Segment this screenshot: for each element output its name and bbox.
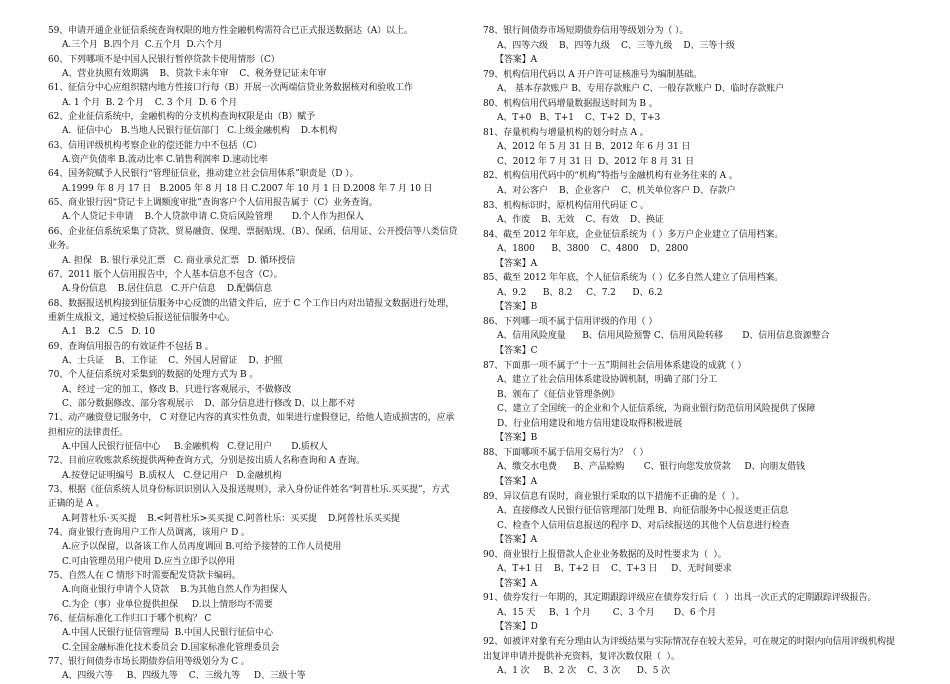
option-line: D、行业信用建设和地方信用建设取得积极进展 (497, 418, 683, 429)
option-line: C、部分数据修改、部分客观展示 D、部分信息进行修改 D、以上都不对 (62, 398, 355, 409)
option-line: A、经过一定的加工、修改 B、只进行客观展示，不做修改 (62, 384, 292, 395)
option-line: A、营业执照有效期满 B、贷款卡未年审 C、税务登记证未年审 (62, 69, 327, 80)
answer-line: 【答案】D (495, 622, 538, 633)
question-line: 65、商业银行因“贷记卡上调额度审批”查询客户个人信用报告属于（C）业务查询。 (48, 198, 378, 209)
question-line: 88、下面哪项不属于信用交易行为？（ ） (483, 447, 649, 458)
option-line: A、建立了社会信用体系建设协调机制，明确了部门分工 (497, 375, 718, 386)
option-line: A、T+1 日 B、T+2 日 C、T+3 日 D、无时间要求 (497, 564, 732, 575)
question-line: 86、下列哪一项不属于信用评级的作用（ ） (483, 316, 658, 327)
question-line: 92、如被评对象有充分理由认为评级结果与实际情况存在较大差异，可在规定的时限内向信用评级机构提出复评申请并提供补充资料，复评次数仅限（ ）。 (483, 636, 895, 662)
question-line: 89、异议信息有误时，商业银行采取的以下措施不正确的是（ ）。 (483, 491, 745, 502)
question-line: 67、2011 版个人信用报告中，个人基本信息不包含（C）。 (48, 269, 283, 280)
option-line: A.资产负债率 B.流动比率 C.销售利润率 D.速动比率 (62, 155, 268, 166)
option-line: A.个人贷记卡申请 B.个人贷款申请 C.贷后风险管理 D.个人作为担保人 (62, 212, 364, 223)
question-line: 77、银行间债券市场长期债券信用等级划分为 C 。 (48, 657, 250, 668)
question-line: 82、机构信用代码中的“机构”特指与金融机构有业务往来的 A 。 (483, 171, 738, 182)
option-line: A、四等六级 B、四等九级 C、三等九级 D、三等十级 (497, 40, 735, 51)
question-line: 60、下列哪项不是中国人民银行暂停贷款卡使用情形（C） (48, 54, 280, 65)
option-line: A、信用风险度量 B、信用风险预警 C、信用风险转移 D、信用信息资源整合 (497, 331, 830, 342)
option-line: A、 基本存款账户 B、专用存款账户 C、一般存款账户 D、临时存款账户 (497, 84, 785, 95)
answer-line: 【答案】A (495, 55, 537, 66)
option-line: A、士兵证 B、工作证 C、外国人居留证 D、护照 (62, 355, 283, 366)
right-question-column (483, 24, 903, 679)
answer-line: 【答案】A (495, 258, 537, 269)
option-line: A. 征信中心 B.当地人民银行征信部门 C.上级金融机构 D.本机构 (62, 126, 338, 137)
question-line: 85、截至 2012 年年底，个人征信系统为（ ）亿多自然人建立了信用档案。 (483, 273, 784, 284)
question-line: 74、商业银行查询用户工作人员调离，该用户 D 。 (48, 528, 250, 539)
option-line: A、1800 B、3800 C、4800 D、2800 (497, 244, 689, 255)
option-line: C、2012 年 7 月 31 日 D、2012 年 8 月 31 日 (497, 156, 694, 167)
option-line: A、15 天 B、1 个月 C、3 个月 D、6 个月 (497, 607, 717, 618)
answer-line: 【答案】B (495, 433, 538, 444)
question-line: 91、债券发行一年期的，其定期跟踪评级应在债券发行后（ ）出具一次正式的定期跟踪评级报告。 (483, 593, 877, 604)
option-line: A、缴交水电费 B、产品赊购 C、银行向您发放贷款 D、向朋友借钱 (497, 462, 805, 473)
question-line: 71、动产融资登记服务中， C 对登记内容的真实性负责，如果进行虚假登记，给他人造成损害的，应承担相应的法律责任。 (48, 413, 455, 438)
option-line: A、作废 B、无效 C、有效 D、换证 (497, 215, 664, 226)
answer-line: 【答案】A (495, 535, 537, 546)
question-line: 64、国务院赋予人民银行“管理征信业，推动建立社会信用体系”职责是（D ）。 (48, 169, 359, 180)
question-line: 69、查询信用报告的有效证件不包括 B 。 (48, 341, 214, 352)
option-line: A.向商业银行申请个人贷款 B.为其他自然人作为担保人 (62, 585, 288, 596)
option-line: C、建立了全国统一的企业和个人征信系统，为商业银行防范信用风险提供了保障 (497, 404, 816, 415)
question-line: 62、企业征信系统中，金融机构的分支机构查询权限是由（B）赋予 (48, 112, 315, 123)
question-line: 70、个人征信系统对采集到的数据的处理方式为 B 。 (48, 370, 259, 381)
question-line: 79、机构信用代码以 A 开户许可证核准号为编制基础。 (483, 69, 702, 80)
option-line: C.可由管理员用户使用 D.应当立即予以停用 (62, 556, 235, 567)
option-line: A.按登记证明编号 B.质权人 C.登记用户 D.金融机构 (62, 470, 282, 481)
option-line: C.全国金融标准化技术委员会 D.国家标准化管理委员会 (62, 642, 280, 653)
option-line: C.为企（事）业单位提供担保 D.以上情形均不需要 (62, 599, 273, 610)
question-line: 87、下面那一项不属于“十一五”期间社会信用体系建设的成就（ ） (483, 360, 747, 371)
answer-line: 【答案】C (495, 346, 538, 357)
question-line: 84、截至 2012 年年底，企业征信系统为（ ）多万户企业建立了信用档案。 (483, 229, 784, 240)
question-line: 80、机构信用代码增量数据报送时间为 B 。 (483, 98, 658, 109)
option-line: A、四级六等 B、四级九等 C、三级九等 D、三级十等 (62, 671, 306, 682)
answer-line: 【答案】B (495, 302, 538, 313)
option-line: B、颁布了《征信业管理条例》 (497, 389, 620, 400)
question-line: 73、根据《征信系统人员身份标识识别认入及报送规则》，录入身份证件姓名“阿普杜乐.买买提”，方式正确的是 A 。 (48, 485, 450, 510)
option-line: A.身份信息 B.居住信息 C.开户信息 D.配偶信息 (62, 284, 272, 295)
option-line: A. 1 个月 B. 2 个月 C. 3 个月 D. 6 个月 (62, 97, 238, 108)
question-line: 75、自然人在 C 情形下时需要配发贷款卡编码。 (48, 571, 241, 582)
option-line: A.应予以保留，以备该工作人员再度调回 B.可给予接替的工作人员使用 (62, 542, 342, 553)
answer-line: 【答案】A (495, 476, 537, 487)
question-line: 61、征信分中心应组织辖内地方性接口行每（B）开展一次两端信贷业务数据核对和验收工作 (48, 83, 413, 94)
question-line: 76、征信标准化工作归口于哪个机构？ C (48, 614, 212, 625)
option-line: A.中国人民银行征信管理局 B.中国人民银行征信中心 (62, 628, 273, 639)
option-line: A.1 B.2 C.5 D. 10 (62, 327, 155, 338)
option-line: A.中国人民银行征信中心 B.金融机构 C.登记用户 D.质权人 (62, 441, 328, 452)
question-line: 90、商业银行上报借款人企业业务数据的及时性要求为（ ）。 (483, 549, 727, 560)
question-line: 78、银行间债券市场短期债券信用等级划分为（ ）。 (483, 26, 689, 36)
option-line: A、对公客户 B、企业客户 C、机关单位客户 D、存款户 (497, 186, 736, 197)
question-line: 68、数据报送机构接到征信服务中心反馈的出错文件后，应于 C 个工作日内对出错报文数据进行处理，重新生成报文，通过校验后报送征信服务中心。 (48, 298, 455, 323)
option-line: A.1999 年 8 月 17 日 B.2005 年 8 月 18 日 C.2007 年 10 月 1 日 D.2008 年 7 月 10 日 (62, 183, 433, 194)
left-question-column (48, 24, 458, 684)
question-line: 81、存量机构与增量机构的划分时点 A 。 (483, 127, 649, 138)
question-line: 59、申请开通企业征信系统查询权限的地方性金融机构需符合已正式报送数据达（A）以上。 (48, 26, 413, 36)
option-line: A. 担保 B. 银行承兑汇票 C. 商业承兑汇票 D. 循环授信 (62, 255, 296, 266)
question-line: 63、信用评级机构考察企业的偿还能力中不包括（C） (48, 140, 262, 151)
option-line: A、T+0 B、T+1 C、T+2 D、T+3 (497, 113, 661, 124)
question-line: 83、机构标识时，原机构信用代码证 C 。 (483, 200, 649, 211)
option-line: A、直接修改人民银行征信管理部门处理 B、向征信服务中心报送更正信息 (497, 506, 789, 517)
option-line: A、9.2 B、8.2 C、7.2 D、6.2 (497, 287, 663, 298)
option-line: C、检查个人信用信息报送的程序 D、对后续报送的其他个人信息进行检查 (497, 520, 790, 531)
option-line: A、1 次 B、2 次 C、3 次 D、5 次 (497, 666, 670, 677)
option-line: A.阿普杜乐·买买提 B.<阿普杜乐>买买提 C.阿普杜乐：买买提 D.阿普杜乐买买提 (62, 513, 400, 524)
question-line: 66、企业征信系统采集了贷款、贸易融资、保理、票据贴现、（B）、保函、信用证、公开授信等八类信贷业务。 (48, 226, 458, 252)
option-line: A、2012 年 5 月 31 日 B、2012 年 6 月 31 日 (497, 142, 691, 153)
option-line: A.三个月 B.四个月 C.五个月 D.六个月 (62, 40, 223, 51)
question-line: 72、目前应收账款系统提供两种查询方式，分别是按出质人名称查询和 A 查询。 (48, 456, 365, 467)
answer-line: 【答案】A (495, 578, 537, 589)
